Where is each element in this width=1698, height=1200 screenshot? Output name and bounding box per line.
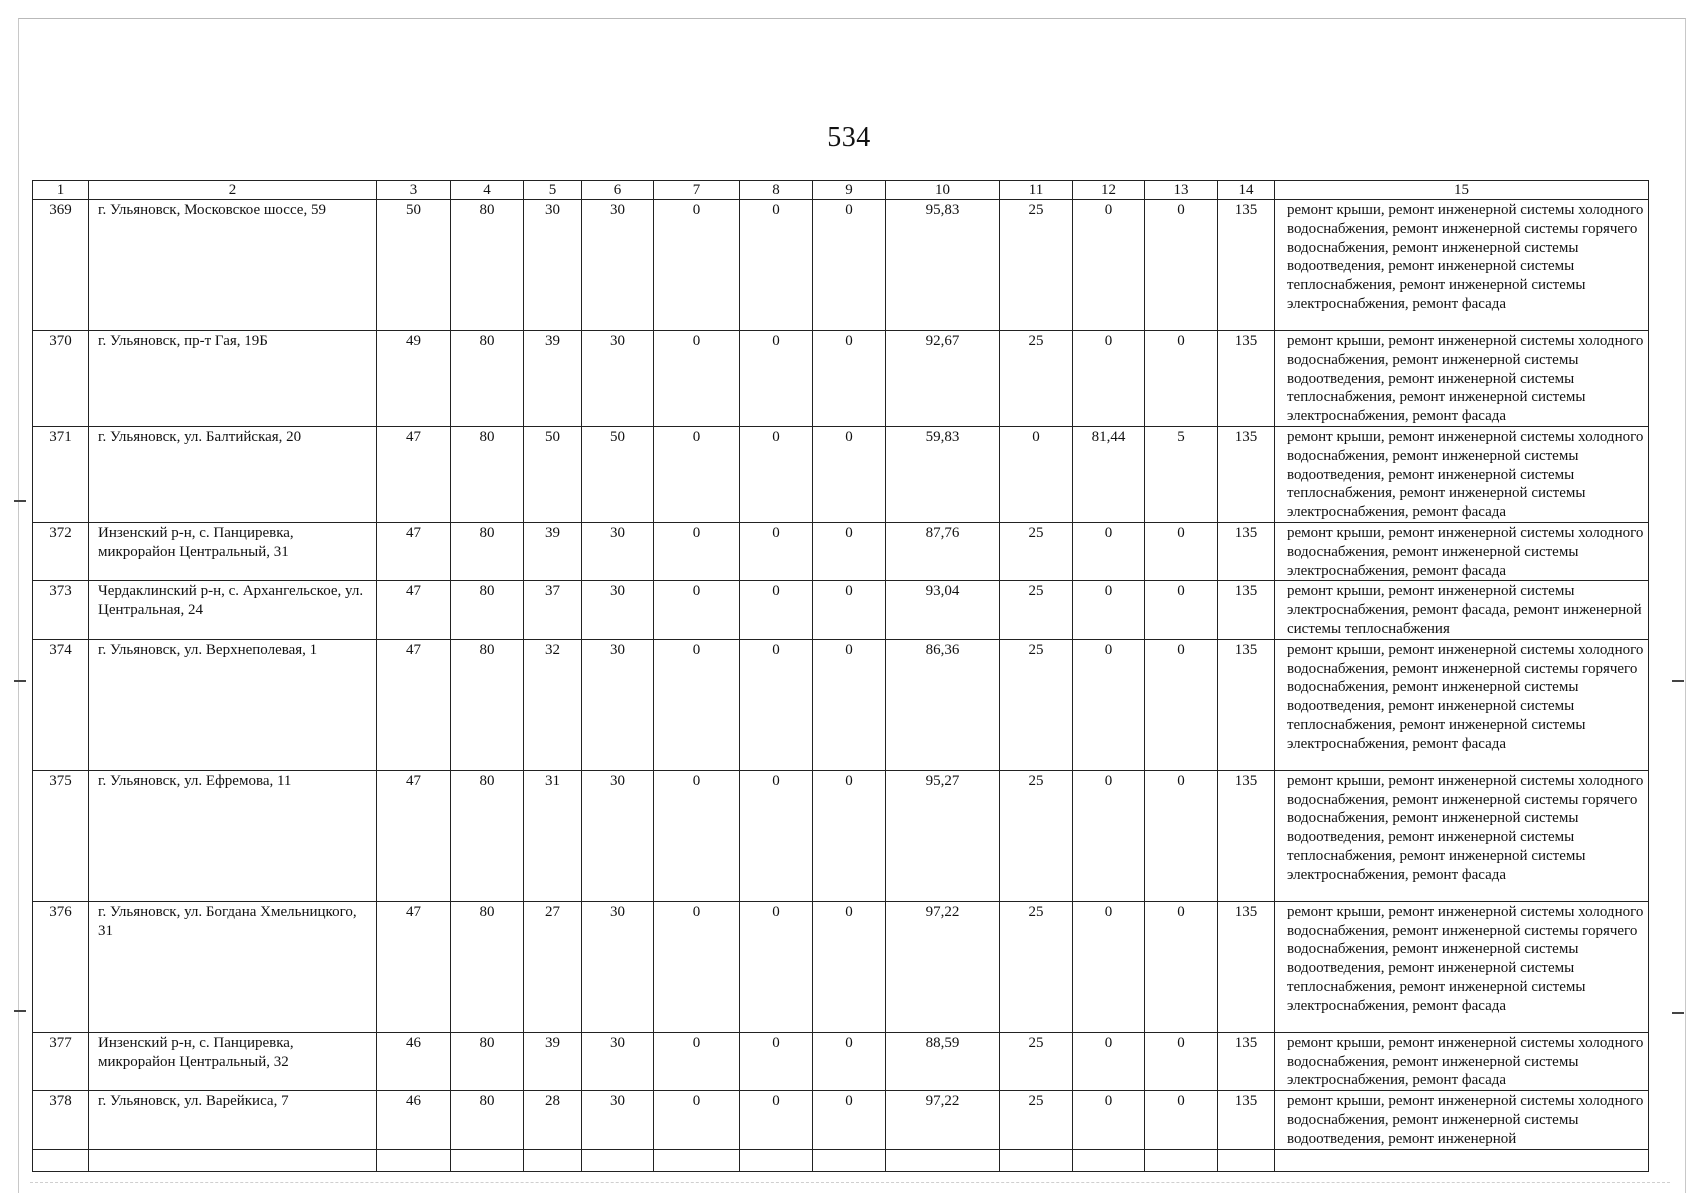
value-cell: 80 (451, 901, 524, 1032)
value-cell: 30 (582, 522, 654, 580)
value-cell: 47 (377, 770, 451, 901)
value-cell: 0 (1073, 1032, 1145, 1090)
column-header-11: 11 (1000, 181, 1073, 200)
address-cell: г. Ульяновск, ул. Богдана Хмельницкого, 31 (89, 901, 377, 1032)
column-header-4: 4 (451, 181, 524, 200)
repair-works-cell: ремонт крыши, ремонт инженерной системы электроснабжения, ремонт фасада, ремонт инженерной системы теплоснабжения (1275, 581, 1649, 639)
table-row (33, 426, 1649, 522)
value-cell: 30 (582, 331, 654, 427)
table-row (33, 639, 1649, 770)
value-cell: 135 (1218, 522, 1275, 580)
column-header-7: 7 (654, 181, 740, 200)
value-cell: 37 (524, 581, 582, 639)
value-cell: 0 (1145, 522, 1218, 580)
column-header-1: 1 (33, 181, 89, 200)
value-cell: 39 (524, 522, 582, 580)
value-cell: 0 (1073, 1091, 1145, 1149)
empty-cell (813, 1149, 886, 1171)
empty-cell (1000, 1149, 1073, 1171)
empty-cell (582, 1149, 654, 1171)
row-number: 370 (33, 331, 89, 427)
value-cell: 0 (813, 770, 886, 901)
table-row (33, 331, 1649, 427)
row-number: 376 (33, 901, 89, 1032)
value-cell: 0 (654, 1032, 740, 1090)
column-header-2: 2 (89, 181, 377, 200)
value-cell: 95,27 (886, 770, 1000, 901)
column-header-14: 14 (1218, 181, 1275, 200)
value-cell: 0 (740, 522, 813, 580)
value-cell: 50 (377, 200, 451, 331)
value-cell: 135 (1218, 901, 1275, 1032)
scan-bottom-edge (30, 1182, 1670, 1183)
value-cell: 87,76 (886, 522, 1000, 580)
value-cell: 0 (1073, 639, 1145, 770)
table-row (33, 770, 1649, 901)
value-cell: 135 (1218, 581, 1275, 639)
table-row-empty (33, 1149, 1649, 1171)
value-cell: 0 (1073, 581, 1145, 639)
address-cell: г. Ульяновск, ул. Балтийская, 20 (89, 426, 377, 522)
address-cell: Инзенский р-н, с. Панциревка, микрорайон Центральный, 32 (89, 1032, 377, 1090)
repair-works-cell: ремонт крыши, ремонт инженерной системы холодного водоснабжения, ремонт инженерной системы горячего водоснабжения, ремонт инженерной системы водоотведения, ремонт инженерной системы теплоснабжения, ремонт инженерной системы электроснабжения, ремонт фасада (1275, 639, 1649, 770)
value-cell: 30 (582, 1091, 654, 1149)
value-cell: 80 (451, 200, 524, 331)
value-cell: 47 (377, 581, 451, 639)
column-header-13: 13 (1145, 181, 1218, 200)
value-cell: 32 (524, 639, 582, 770)
value-cell: 25 (1000, 331, 1073, 427)
address-cell: г. Ульяновск, ул. Ефремова, 11 (89, 770, 377, 901)
value-cell: 30 (582, 581, 654, 639)
value-cell: 0 (740, 770, 813, 901)
value-cell: 46 (377, 1032, 451, 1090)
value-cell: 95,83 (886, 200, 1000, 331)
row-number: 377 (33, 1032, 89, 1090)
empty-cell (89, 1149, 377, 1171)
value-cell: 0 (654, 901, 740, 1032)
repair-works-cell: ремонт крыши, ремонт инженерной системы холодного водоснабжения, ремонт инженерной системы водоотведения, ремонт инженерной (1275, 1091, 1649, 1149)
row-number: 374 (33, 639, 89, 770)
value-cell: 80 (451, 331, 524, 427)
value-cell: 25 (1000, 901, 1073, 1032)
value-cell: 0 (1145, 770, 1218, 901)
empty-cell (377, 1149, 451, 1171)
value-cell: 0 (654, 200, 740, 331)
value-cell: 47 (377, 426, 451, 522)
table-header-row (33, 181, 1649, 200)
row-number: 373 (33, 581, 89, 639)
value-cell: 0 (813, 331, 886, 427)
empty-cell (33, 1149, 89, 1171)
value-cell: 30 (582, 770, 654, 901)
repair-works-cell: ремонт крыши, ремонт инженерной системы холодного водоснабжения, ремонт инженерной системы электроснабжения, ремонт фасада (1275, 522, 1649, 580)
address-cell: г. Ульяновск, ул. Варейкиса, 7 (89, 1091, 377, 1149)
row-number: 375 (33, 770, 89, 901)
empty-cell (654, 1149, 740, 1171)
value-cell: 92,67 (886, 331, 1000, 427)
value-cell: 0 (1145, 901, 1218, 1032)
column-header-15: 15 (1275, 181, 1649, 200)
value-cell: 47 (377, 639, 451, 770)
value-cell: 0 (740, 1032, 813, 1090)
value-cell: 0 (740, 581, 813, 639)
value-cell: 59,83 (886, 426, 1000, 522)
value-cell: 97,22 (886, 901, 1000, 1032)
value-cell: 0 (740, 639, 813, 770)
value-cell: 0 (740, 331, 813, 427)
scan-margin-mark (14, 1010, 26, 1012)
value-cell: 0 (813, 639, 886, 770)
empty-cell (1275, 1149, 1649, 1171)
value-cell: 5 (1145, 426, 1218, 522)
value-cell: 80 (451, 522, 524, 580)
repair-works-cell: ремонт крыши, ремонт инженерной системы холодного водоснабжения, ремонт инженерной системы горячего водоснабжения, ремонт инженерной системы водоотведения, ремонт инженерной системы теплоснабжения, ремонт инженерной системы электроснабжения, ремонт фасада (1275, 200, 1649, 331)
value-cell: 0 (654, 426, 740, 522)
column-header-10: 10 (886, 181, 1000, 200)
row-number: 378 (33, 1091, 89, 1149)
column-header-9: 9 (813, 181, 886, 200)
table-row (33, 1032, 1649, 1090)
value-cell: 135 (1218, 1091, 1275, 1149)
value-cell: 25 (1000, 581, 1073, 639)
value-cell: 135 (1218, 639, 1275, 770)
value-cell: 0 (654, 522, 740, 580)
repair-works-cell: ремонт крыши, ремонт инженерной системы холодного водоснабжения, ремонт инженерной системы электроснабжения, ремонт фасада (1275, 1032, 1649, 1090)
value-cell: 0 (1145, 200, 1218, 331)
column-header-12: 12 (1073, 181, 1145, 200)
value-cell: 50 (524, 426, 582, 522)
empty-cell (1145, 1149, 1218, 1171)
value-cell: 47 (377, 901, 451, 1032)
value-cell: 0 (1145, 331, 1218, 427)
value-cell: 0 (654, 770, 740, 901)
value-cell: 39 (524, 1032, 582, 1090)
value-cell: 27 (524, 901, 582, 1032)
value-cell: 0 (1145, 581, 1218, 639)
value-cell: 30 (582, 901, 654, 1032)
table-row (33, 581, 1649, 639)
value-cell: 135 (1218, 426, 1275, 522)
address-cell: г. Ульяновск, пр-т Гая, 19Б (89, 331, 377, 427)
value-cell: 0 (1073, 200, 1145, 331)
row-number: 371 (33, 426, 89, 522)
scan-margin-mark (1672, 1012, 1684, 1014)
empty-cell (886, 1149, 1000, 1171)
value-cell: 50 (582, 426, 654, 522)
table-row (33, 200, 1649, 331)
value-cell: 0 (813, 901, 886, 1032)
value-cell: 47 (377, 522, 451, 580)
value-cell: 30 (582, 639, 654, 770)
table-row (33, 901, 1649, 1032)
value-cell: 0 (740, 901, 813, 1032)
value-cell: 0 (654, 1091, 740, 1149)
value-cell: 97,22 (886, 1091, 1000, 1149)
value-cell: 0 (1073, 331, 1145, 427)
scan-margin-mark (14, 680, 26, 682)
value-cell: 25 (1000, 200, 1073, 331)
value-cell: 0 (813, 581, 886, 639)
table-row (33, 522, 1649, 580)
address-cell: г. Ульяновск, Московское шоссе, 59 (89, 200, 377, 331)
value-cell: 30 (582, 1032, 654, 1090)
repair-works-cell: ремонт крыши, ремонт инженерной системы холодного водоснабжения, ремонт инженерной системы горячего водоснабжения, ремонт инженерной системы водоотведения, ремонт инженерной системы теплоснабжения, ремонт инженерной системы электроснабжения, ремонт фасада (1275, 770, 1649, 901)
value-cell: 0 (654, 581, 740, 639)
empty-cell (451, 1149, 524, 1171)
repair-works-cell: ремонт крыши, ремонт инженерной системы холодного водоснабжения, ремонт инженерной системы водоотведения, ремонт инженерной системы теплоснабжения, ремонт инженерной системы электроснабжения, ремонт фасада (1275, 426, 1649, 522)
value-cell: 28 (524, 1091, 582, 1149)
value-cell: 80 (451, 770, 524, 901)
column-header-6: 6 (582, 181, 654, 200)
page-number: 534 (827, 122, 871, 153)
address-cell: Инзенский р-н, с. Панциревка, микрорайон Центральный, 31 (89, 522, 377, 580)
value-cell: 39 (524, 331, 582, 427)
table-row (33, 1091, 1649, 1149)
value-cell: 49 (377, 331, 451, 427)
value-cell: 80 (451, 426, 524, 522)
row-number: 369 (33, 200, 89, 331)
value-cell: 25 (1000, 1032, 1073, 1090)
value-cell: 0 (740, 200, 813, 331)
value-cell: 0 (813, 200, 886, 331)
scan-margin-mark (14, 500, 26, 502)
scan-margin-mark (1672, 680, 1684, 682)
value-cell: 0 (654, 639, 740, 770)
empty-cell (1073, 1149, 1145, 1171)
value-cell: 0 (740, 426, 813, 522)
value-cell: 0 (1073, 522, 1145, 580)
value-cell: 25 (1000, 1091, 1073, 1149)
value-cell: 86,36 (886, 639, 1000, 770)
column-header-5: 5 (524, 181, 582, 200)
repair-works-cell: ремонт крыши, ремонт инженерной системы холодного водоснабжения, ремонт инженерной системы горячего водоснабжения, ремонт инженерной системы водоотведения, ремонт инженерной системы теплоснабжения, ремонт инженерной системы электроснабжения, ремонт фасада (1275, 901, 1649, 1032)
address-cell: Чердаклинский р-н, с. Архангельское, ул. Центральная, 24 (89, 581, 377, 639)
value-cell: 135 (1218, 770, 1275, 901)
repair-works-cell: ремонт крыши, ремонт инженерной системы холодного водоснабжения, ремонт инженерной системы водоотведения, ремонт инженерной системы теплоснабжения, ремонт инженерной системы электроснабжения, ремонт фасада (1275, 331, 1649, 427)
value-cell: 0 (813, 1091, 886, 1149)
value-cell: 0 (740, 1091, 813, 1149)
empty-cell (740, 1149, 813, 1171)
value-cell: 31 (524, 770, 582, 901)
value-cell: 0 (1000, 426, 1073, 522)
value-cell: 80 (451, 1032, 524, 1090)
value-cell: 30 (524, 200, 582, 331)
value-cell: 0 (813, 426, 886, 522)
value-cell: 0 (1145, 1032, 1218, 1090)
value-cell: 80 (451, 1091, 524, 1149)
value-cell: 135 (1218, 1032, 1275, 1090)
value-cell: 0 (1145, 639, 1218, 770)
value-cell: 0 (813, 1032, 886, 1090)
value-cell: 88,59 (886, 1032, 1000, 1090)
value-cell: 81,44 (1073, 426, 1145, 522)
value-cell: 0 (1073, 770, 1145, 901)
value-cell: 0 (1073, 901, 1145, 1032)
value-cell: 80 (451, 639, 524, 770)
value-cell: 25 (1000, 639, 1073, 770)
repair-program-table (32, 180, 1649, 1172)
column-header-8: 8 (740, 181, 813, 200)
value-cell: 46 (377, 1091, 451, 1149)
value-cell: 0 (813, 522, 886, 580)
value-cell: 135 (1218, 331, 1275, 427)
empty-cell (1218, 1149, 1275, 1171)
row-number: 372 (33, 522, 89, 580)
value-cell: 93,04 (886, 581, 1000, 639)
value-cell: 25 (1000, 522, 1073, 580)
column-header-3: 3 (377, 181, 451, 200)
address-cell: г. Ульяновск, ул. Верхнеполевая, 1 (89, 639, 377, 770)
value-cell: 25 (1000, 770, 1073, 901)
value-cell: 0 (654, 331, 740, 427)
value-cell: 135 (1218, 200, 1275, 331)
value-cell: 0 (1145, 1091, 1218, 1149)
empty-cell (524, 1149, 582, 1171)
value-cell: 80 (451, 581, 524, 639)
value-cell: 30 (582, 200, 654, 331)
